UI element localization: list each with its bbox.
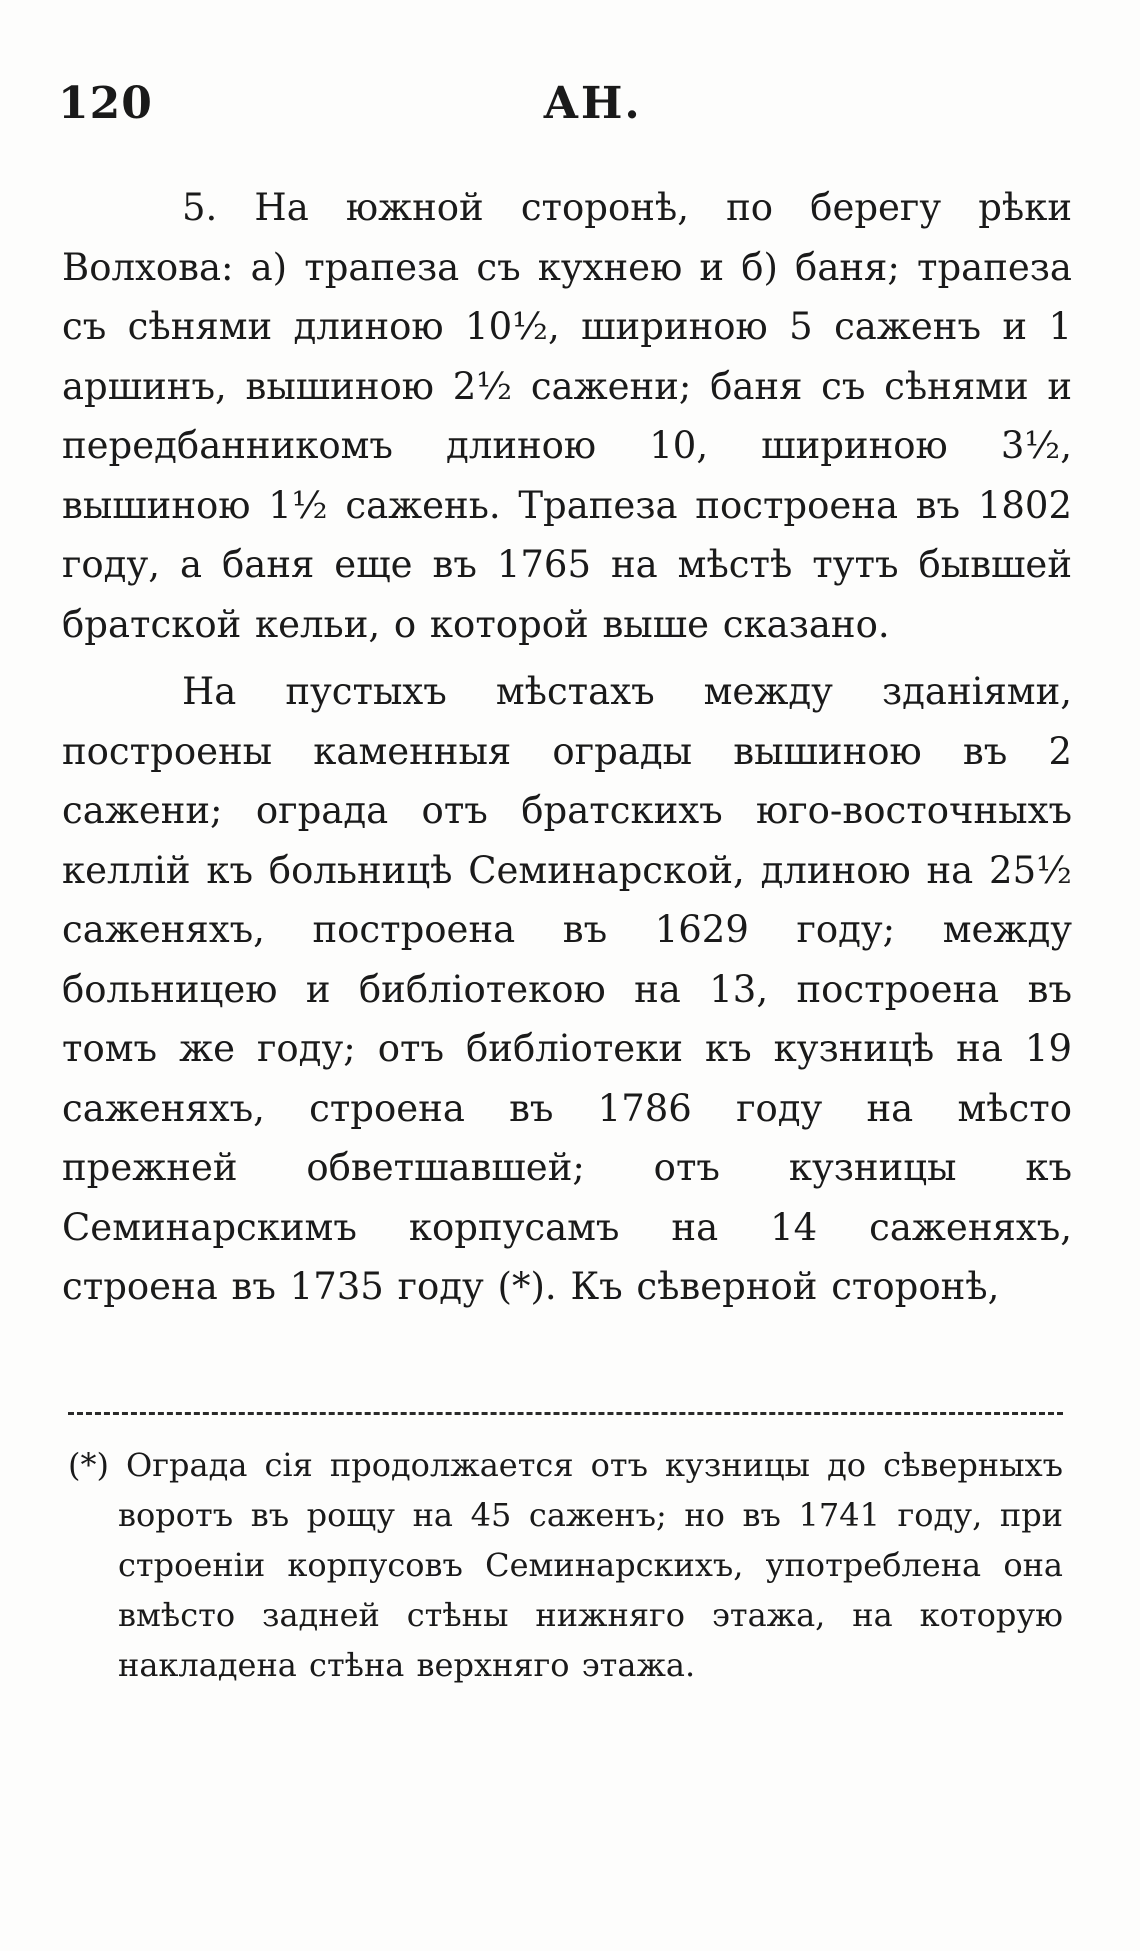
main-text: [62, 178, 1072, 1317]
paragraph-1: 5. На южной сторонѣ, по берегу рѣки Волхова: а) трапеза съ кухнею и б) баня; трапеза съ сѣнями длиною 10½, шириною 5 саженъ и 1 аршинъ, вышиною 2½ сажени; баня съ сѣнями и передбанникомъ длиною 10, шириною 3½, вышиною 1½ сажень. Трапеза построена въ 1802 году, а баня еще въ 1765 на мѣстѣ тутъ бывшей братской кельи, о которой выше сказано.: [62, 186, 1072, 646]
running-title: АН.: [543, 78, 642, 129]
running-head: [58, 78, 1088, 138]
footnote-separator: [68, 1412, 1063, 1415]
page-number: 120: [58, 78, 153, 129]
paragraph-2: На пустыхъ мѣстахъ между зданіями, построены каменныя ограды вышиною въ 2 сажени; ограда отъ братскихъ юго-восточныхъ келлій къ больницѣ Семинарской, длиною на 25½ саженяхъ, построена въ 1629 году; между больницею и библіотекою на 13, построена въ томъ же году; отъ библіотеки къ кузницѣ на 19 саженяхъ, строена въ 1786 году на мѣсто прежней обветшавшей; отъ кузницы къ Семинарскимъ корпусамъ на 14 саженяхъ, строена въ 1735 году (*). Къ сѣверной сторонѣ,: [62, 670, 1072, 1308]
footnote-text: (*) Ограда сія продолжается отъ кузницы до сѣверныхъ воротъ въ рощу на 45 саженъ; но въ 1741 году, при строеніи корпусовъ Семинарскихъ, употреблена она вмѣсто задней стѣны нижняго этажа, на которую накладена стѣна верхняго этажа.: [68, 1446, 1063, 1684]
footnote: [68, 1440, 1063, 1690]
